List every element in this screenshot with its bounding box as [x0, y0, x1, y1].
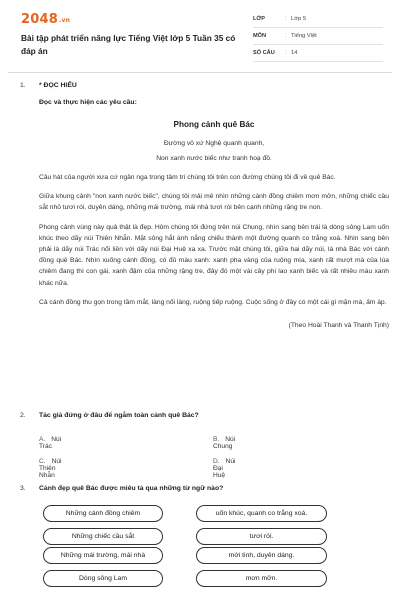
question-text: Tác giả đứng ở đâu để ngắm toàn cảnh quê Bác? [39, 412, 199, 419]
match-left-item[interactable]: Những mái trường, mái nhà [43, 547, 163, 564]
option-label: B. [213, 436, 220, 443]
poem-line: Đường vô xứ Nghệ quanh quanh, [163, 140, 265, 147]
match-left-item[interactable]: Những cánh đồng chiêm [43, 505, 163, 522]
match-left-item[interactable]: Dòng sông Lam [43, 570, 163, 587]
question-number: 1. [20, 82, 26, 89]
meta-separator: : [285, 33, 287, 39]
paragraph: Giữa khung cảnh "non xanh nước biếc", chúng tôi mải mê nhìn những cánh đồng chiêm mơn mởn, những chiếc cầu sắt nhỏ tươi rói, duyên dáng, những mái trường, mái nhà tươi rói bên cạnh những rặng tre non. [39, 193, 389, 212]
question-body [39, 82, 389, 329]
author-credit: (Theo Hoài Thanh và Thanh Tịnh) [288, 322, 389, 330]
site-logo[interactable] [21, 12, 70, 27]
question-text: Cảnh đẹp quê Bác được miêu tả qua những từ ngữ nào? [39, 485, 224, 492]
option-label: A. [39, 436, 46, 443]
instruction: Đọc và thực hiện các yêu cầu: [39, 99, 137, 106]
meta-key: SỐ CÂU [253, 50, 275, 56]
match-left-item[interactable]: Những chiếc cầu sắt [43, 528, 163, 545]
meta-row-class [253, 11, 383, 28]
option-c[interactable] [39, 458, 62, 479]
meta-separator: : [285, 50, 287, 56]
meta-row-count [253, 45, 383, 62]
paragraph: Câu hát của người xưa cứ ngân nga trong tâm trí chúng tôi trên con đường chúng tôi đi về quê Bác. [39, 174, 336, 181]
section-title: * ĐỌC HIỂU [39, 82, 77, 89]
match-right-item[interactable]: mơn mởn. [196, 570, 327, 587]
meta-separator: : [285, 16, 287, 22]
meta-value: 14 [291, 50, 298, 56]
meta-key: MÔN [253, 33, 267, 39]
meta-key: LỚP [253, 16, 265, 22]
paragraph: Cả cánh đồng thu gọn trong tầm mắt, làng nối làng, ruộng tiếp ruộng. Cuộc sống ở đây có một cái gì mặn mà, ấm áp. [39, 298, 387, 306]
paragraph: Phong cảnh vùng này quả thật là đẹp. Hôm chúng tôi đứng trên núi Chung, nhìn sang bên trái là dòng sông Lam uốn khúc theo dãy núi Thiên Nhẫn. Mặt sông hắt ánh nắng chiếu thành một đường quanh co trắng xoá. Nhìn sang bên phải là dãy núi Trác nối liền với dãy núi Đại Huệ xa xa. Trước mặt chúng tôi, giữa hai dãy núi, là nhà Bác với cánh đồng quê Bác. Nhìn xuống cánh đồng, có đủ màu xanh: xanh pha vàng của ruộng mía, xanh rất mượt mà của lúa chiêm đang thì con gái, xanh đậm của những rặng tre, đây đó một vài cây phi lao xanh biếc và rất nhiều màu xanh khác nữa. [39, 223, 389, 287]
question-number: 3. [20, 485, 26, 492]
option-a[interactable] [39, 436, 61, 450]
header-divider [8, 72, 392, 73]
meta-value: Tiếng Việt [291, 33, 317, 39]
question-number: 2. [20, 412, 26, 419]
option-text: Núi Thiên Nhẫn [39, 458, 62, 479]
match-right-item[interactable]: mới tinh, duyên dáng. [196, 547, 327, 564]
option-text: Núi Trác [39, 436, 62, 450]
poem-title: Phong cảnh quê Bác [173, 120, 255, 129]
option-label: D. [213, 458, 220, 465]
option-label: C. [39, 458, 46, 465]
option-d[interactable] [213, 458, 236, 479]
poem-line: Non xanh nước biếc như tranh hoạ đồ. [156, 155, 272, 162]
question-body [39, 412, 389, 419]
document-title: Bài tập phát triển năng lực Tiếng Việt lớp 5 Tuần 35 có đáp án [21, 33, 236, 56]
meta-value: Lớp 5 [291, 16, 307, 22]
option-text: Núi Đại Huệ [213, 458, 236, 479]
option-text: Núi Chung [213, 436, 236, 450]
match-right-item[interactable]: uốn khúc, quanh co trắng xoá. [196, 505, 327, 522]
meta-row-subject [253, 28, 383, 45]
question-body [39, 485, 389, 492]
logo-suffix: .vn [58, 17, 71, 24]
option-b[interactable] [213, 436, 235, 450]
page-header [0, 0, 400, 68]
match-right-item[interactable]: tươi rói. [196, 528, 327, 545]
logo-text: 2048 [21, 12, 58, 27]
meta-table [253, 11, 383, 62]
